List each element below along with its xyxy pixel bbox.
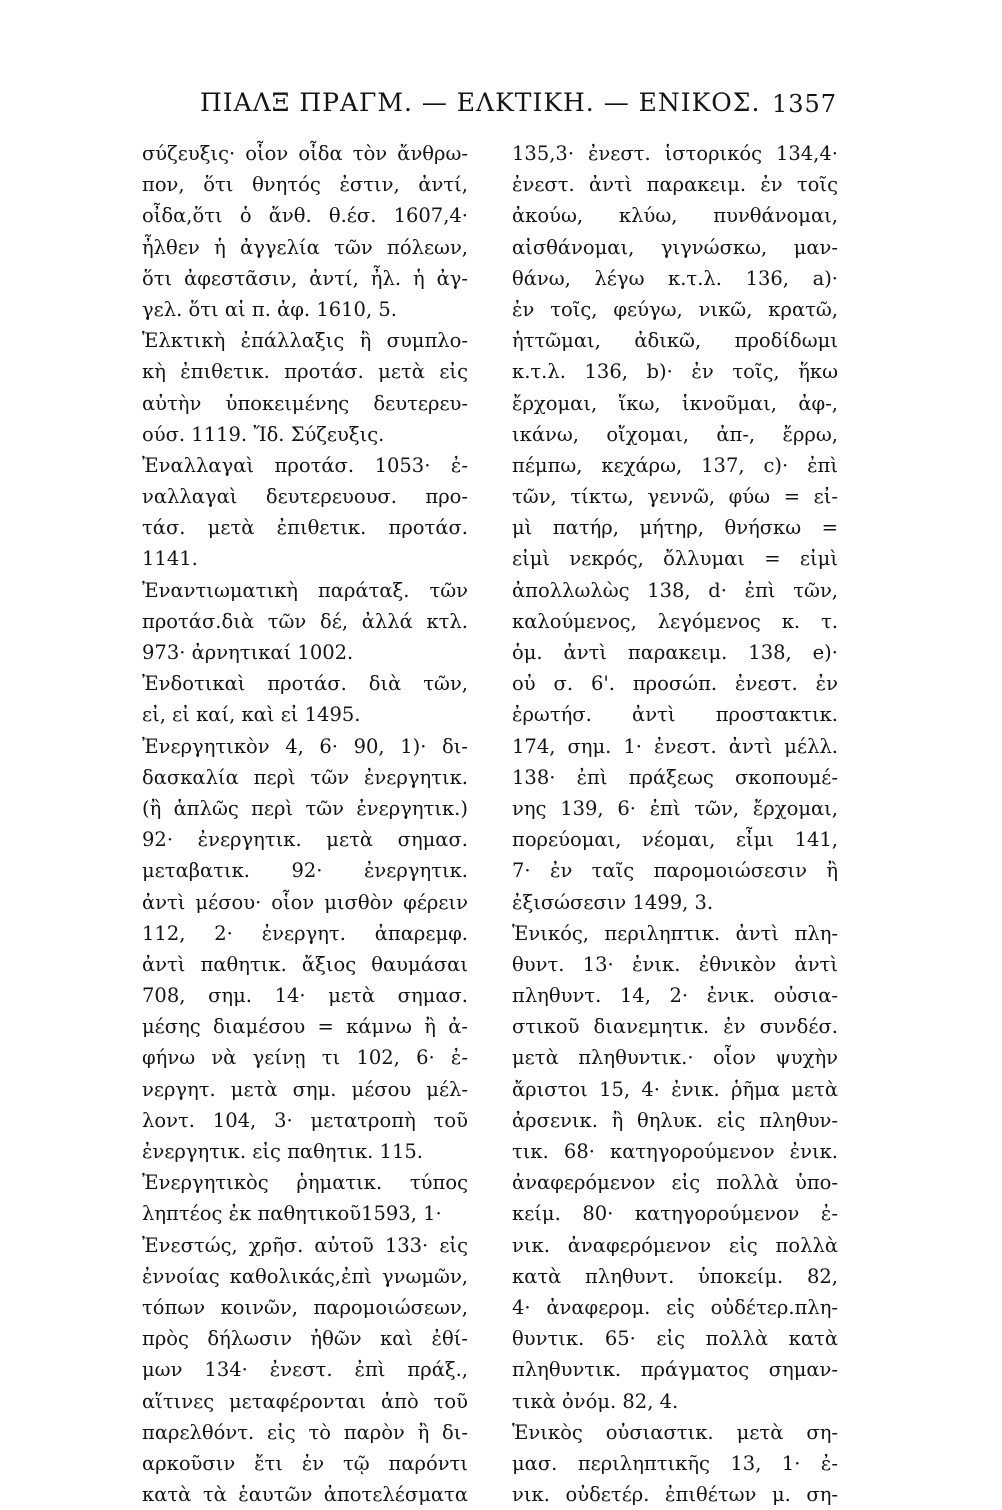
right-column-line: μετὰ πληθυντικ.· οἷον ψυχὴν bbox=[512, 1046, 838, 1070]
left-column-line: λοντ. 104, 3· μετατροπὴ τοῦ bbox=[142, 1108, 468, 1132]
left-column-line: μων 134· ἐνεστ. ἐπὶ πράξ., bbox=[142, 1358, 468, 1382]
right-column-line: τῶν, τίκτω, γεννῶ, φύω = εἰ- bbox=[512, 485, 838, 509]
left-column-line: ἀντὶ μέσου· οἷον μισθὸν φέρειν bbox=[142, 890, 468, 914]
left-column-line: Ἐνεστώς, χρῆσ. αὐτοῦ 133· εἰς bbox=[142, 1233, 468, 1257]
right-column-line: 174, σημ. 1· ἐνεστ. ἀντὶ μέλλ. bbox=[512, 734, 838, 758]
right-column-line: κ.τ.λ. 136, b)· ἐν τοῖς, ἥκω bbox=[512, 360, 838, 384]
right-column-line: νικ. ἀναφερόμενον εἰς πολλὰ bbox=[512, 1233, 838, 1257]
right-column-line: ἐνεστ. ἀντὶ παρακειμ. ἐν τοῖς bbox=[512, 173, 838, 197]
left-column-line: αρκοῦσιν ἔτι ἐν τῷ παρόντι bbox=[142, 1451, 468, 1475]
right-column-line: ἀρσενικ. ἢ θηλυκ. εἰς πληθυν- bbox=[512, 1108, 838, 1132]
left-column-line: ληπτέος ἐκ παθητικοῦ1593, 1· bbox=[142, 1202, 442, 1226]
right-column-line: μασ. περιληπτικῆς 13, 1· ἐ- bbox=[512, 1451, 838, 1475]
right-column-line: κείμ. 80· κατηγορούμενον ἐ- bbox=[512, 1202, 838, 1226]
right-column-line: πέμπω, κεχάρω, 137, c)· ἐπὶ bbox=[512, 453, 838, 477]
left-column-line: δασκαλία περὶ τῶν ἐνεργητικ. bbox=[142, 765, 468, 789]
right-column-line: νικ. οὐδετέρ. ἐπιθέτων μ. ση- bbox=[512, 1483, 838, 1507]
left-column-line: οἶδα,ὅτι ὁ ἄνθ. θ.έσ. 1607,4· bbox=[142, 204, 468, 228]
left-column-line: τάσ. μετὰ ἐπιθετικ. προτάσ. bbox=[142, 516, 468, 540]
right-column-line: αἰσθάνομαι, γιγνώσκω, μαν- bbox=[512, 235, 838, 259]
left-column-line: Ἑλκτικὴ ἐπάλλαξις ἢ συμπλο- bbox=[142, 329, 468, 353]
right-column-line: ὁμ. ἀντὶ παρακειμ. 138, e)· bbox=[512, 641, 838, 664]
left-column-line: ἐνεργητικ. εἰς παθητικ. 115. bbox=[142, 1140, 423, 1163]
left-column-line: ἐννοίας καθολικάς,ἐπὶ γνωμῶν, bbox=[142, 1264, 468, 1288]
right-column-line: ἔρχομαι, ἵκω, ἱκνοῦμαι, ἀφ-, bbox=[512, 391, 838, 415]
left-column-line: ναλλαγαὶ δευτερευουσ. προ- bbox=[142, 485, 468, 509]
right-column-line: Ἑνικός, περιληπτικ. ἀντὶ πλη- bbox=[512, 921, 838, 945]
left-column-line: 1141. bbox=[142, 547, 198, 571]
right-column-line: πληθυντ. 14, 2· ἐνικ. οὐσια- bbox=[512, 984, 838, 1008]
left-column-line: φήνω νὰ γείνῃ τι 102, 6· ἐ- bbox=[142, 1046, 468, 1070]
right-column-line: κατὰ πληθυντ. ὑποκείμ. 82, bbox=[512, 1264, 838, 1288]
right-column-line: καλούμενος, λεγόμενος κ. τ. bbox=[512, 609, 838, 633]
left-column-line: μεταβατικ. 92· ἐνεργητικ. bbox=[142, 859, 468, 883]
right-column-line: τικ. 68· κατηγορούμενον ἐνικ. bbox=[512, 1140, 838, 1163]
left-column-line: γελ. ὅτι αἱ π. ἀφ. 1610, 5. bbox=[142, 297, 397, 321]
left-column-line: Ἐνεργητικὸν 4, 6· 90, 1)· δι- bbox=[142, 734, 468, 758]
right-column-line: οὐ σ. 6'. προσώπ. ἐνεστ. ἐν bbox=[512, 672, 838, 696]
left-column-line: κὴ ἐπιθετικ. προτάσ. μετὰ εἰς bbox=[142, 360, 468, 384]
left-column-line: παρελθόντ. εἰς τὸ παρὸν ἢ δι- bbox=[142, 1420, 468, 1444]
right-column-line: 138· ἐπὶ πράξεως σκοπουμέ- bbox=[512, 765, 838, 789]
right-column-line: Ἑνικὸς οὐσιαστικ. μετὰ ση- bbox=[512, 1420, 838, 1444]
right-column-line: ἐξισώσεσιν 1499, 3. bbox=[512, 890, 714, 914]
left-column-line: ἦλθεν ἡ ἀγγελία τῶν πόλεων, bbox=[142, 235, 468, 259]
page-number: 1357 bbox=[772, 90, 838, 118]
right-column-line: ἀναφερόμενον εἰς πολλὰ ὑπο- bbox=[512, 1171, 838, 1195]
right-column-line: ἐρωτήσ. ἀντὶ προστακτικ. bbox=[512, 703, 838, 727]
right-column-line: θυντ. 13· ἐνικ. ἐθνικὸν ἀντὶ bbox=[512, 952, 838, 976]
right-column-line: 4· ἀναφερομ. εἰς οὐδέτερ.πλη- bbox=[512, 1295, 838, 1319]
right-column bbox=[512, 138, 838, 1510]
right-column-line: ἄριστοι 15, 4· ἐνικ. ῥῆμα μετὰ bbox=[512, 1077, 838, 1101]
right-column-line: ἀπολλωλὼς 138, d· ἐπὶ τῶν, bbox=[512, 578, 838, 602]
right-column-line: 135,3· ἐνεστ. ἱστορικός 134,4· bbox=[512, 142, 838, 165]
left-column-line: ούσ. 1119. Ἴδ. Σύζευξις. bbox=[142, 422, 385, 446]
right-column-line: ἡττῶμαι, ἀδικῶ, προδίδωμι bbox=[512, 329, 838, 353]
left-column-line: Ἐναλλαγαὶ προτάσ. 1053· ἐ- bbox=[142, 453, 468, 477]
right-column-line: νης 139, 6· ἐπὶ τῶν, ἔρχομαι, bbox=[512, 796, 838, 820]
right-column-line: πορεύομαι, νέομαι, εἶμι 141, bbox=[512, 828, 838, 852]
left-column-line: (ἢ ἁπλῶς περὶ τῶν ἐνεργητικ.) bbox=[142, 796, 468, 820]
left-column-line: εἰ, εἰ καί, καὶ εἰ 1495. bbox=[142, 703, 361, 727]
left-column-line: νεργητ. μετὰ σημ. μέσου μέλ- bbox=[142, 1077, 468, 1101]
left-column-line: 112, 2· ἐνεργητ. ἀπαρεμφ. bbox=[142, 921, 468, 945]
right-column-line: ἀκούω, κλύω, πυνθάνομαι, bbox=[512, 204, 838, 228]
left-column-line: πον, ὅτι θνητός ἐστιν, ἀντί, bbox=[142, 173, 468, 197]
running-head: ΠΙΑΛΞ ΠΡΑΓΜ. — ΕΛΚΤΙΚΗ. — ΕΝΙΚΟΣ. bbox=[200, 88, 761, 117]
right-column-line: 7· ἐν ταῖς παρομοιώσεσιν ἢ bbox=[512, 859, 838, 883]
left-column-line: κατὰ τὰ ἑαυτῶν ἀποτελέσματα bbox=[142, 1483, 468, 1507]
left-column-line: Ἐνδοτικαὶ προτάσ. διὰ τῶν, bbox=[142, 672, 468, 696]
right-column-line: θάνω, λέγω κ.τ.λ. 136, a)· bbox=[512, 266, 838, 290]
left-column-line: αἵτινες μεταφέρονται ἀπὸ τοῦ bbox=[142, 1389, 468, 1413]
right-column-line: πληθυντικ. πράγματος σημαν- bbox=[512, 1358, 838, 1382]
left-column-line: ἀντὶ παθητικ. ἄξιος θαυμάσαι bbox=[142, 952, 468, 976]
right-column-line: στικοῦ διανεμητικ. ἐν συνδέσ. bbox=[512, 1015, 838, 1039]
left-column-line: τόπων κοινῶν, παρομοιώσεων, bbox=[142, 1295, 468, 1319]
right-column-line: εἰμὶ νεκρός, ὄλλυμαι = εἰμὶ bbox=[512, 547, 838, 571]
left-column bbox=[142, 138, 468, 1510]
left-column-line: πρὸς δήλωσιν ἠθῶν καὶ ἐθί- bbox=[142, 1327, 468, 1351]
left-column-line: Ἐνεργητικὸς ῥηματικ. τύπος bbox=[142, 1171, 468, 1195]
left-column-line: 708, σημ. 14· μετὰ σημασ. bbox=[142, 984, 468, 1008]
right-column-line: τικὰ ὀνόμ. 82, 4. bbox=[512, 1389, 679, 1413]
left-column-line: 92· ἐνεργητικ. μετὰ σημασ. bbox=[142, 828, 468, 852]
left-column-line: σύζευξις· οἷον οἶδα τὸν ἄνθρω- bbox=[142, 142, 468, 165]
right-column-line: θυντικ. 65· εἰς πολλὰ κατὰ bbox=[512, 1327, 838, 1351]
left-column-line: ὅτι ἀφεστᾶσιν, ἀντί, ἦλ. ἡ ἀγ- bbox=[142, 266, 468, 290]
right-column-line: ικάνω, οἴχομαι, ἀπ-, ἔρρω, bbox=[512, 422, 838, 446]
left-column-line: 973· ἀρνητικαί 1002. bbox=[142, 641, 354, 664]
right-column-line: ἐν τοῖς, φεύγω, νικῶ, κρατῶ, bbox=[512, 297, 838, 321]
left-column-line: προτάσ.διὰ τῶν δέ, ἀλλά κτλ. bbox=[142, 609, 468, 633]
left-column-line: αὐτὴν ὑποκειμένης δευτερευ- bbox=[142, 391, 468, 415]
left-column-line: μέσης διαμέσου = κάμνω ἢ ἀ- bbox=[142, 1015, 468, 1039]
left-column-line: Ἐναντιωματικὴ παράταξ. τῶν bbox=[142, 578, 468, 602]
right-column-line: μὶ πατήρ, μήτηρ, θνήσκω = bbox=[512, 516, 838, 540]
